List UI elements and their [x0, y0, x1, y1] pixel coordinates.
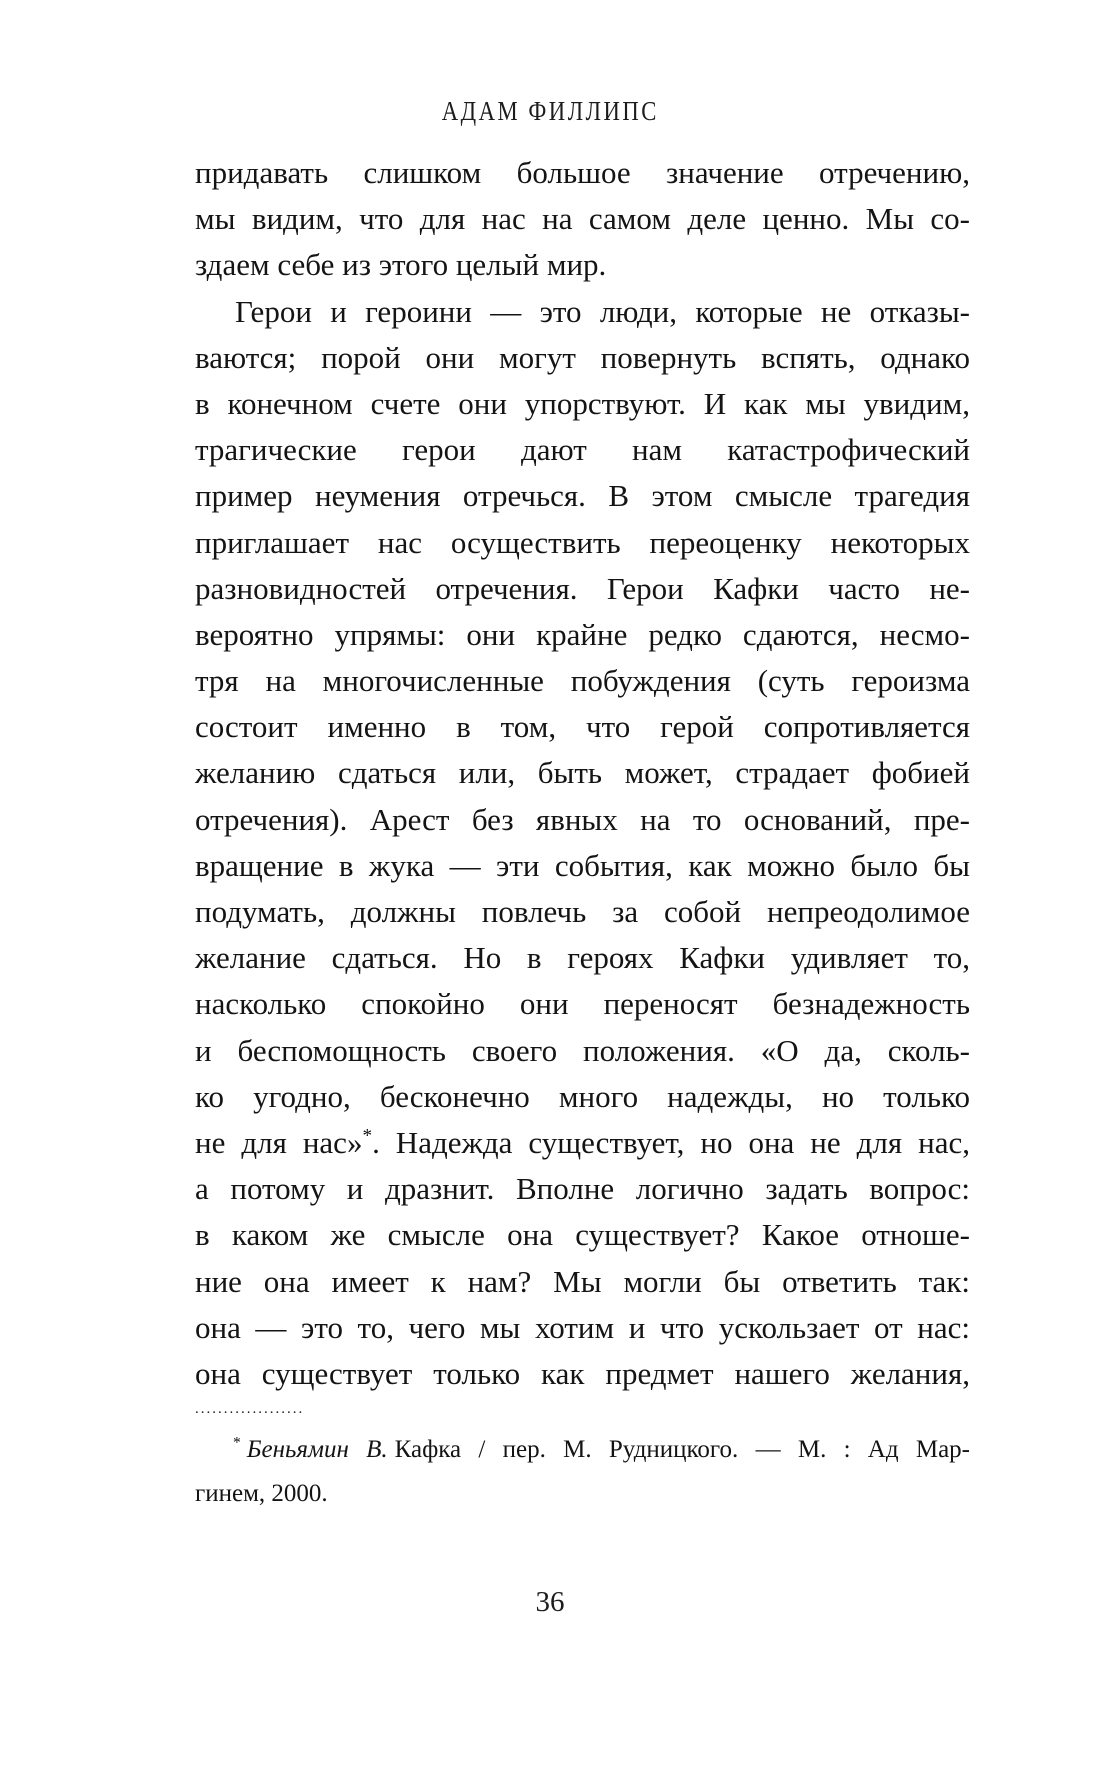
text-line: желанию сдаться или, быть может, страдает фобией	[195, 755, 970, 791]
text-line: она существует только как предмет нашего желания,	[195, 1355, 970, 1391]
text-line: трагические герои дают нам катастрофический	[195, 432, 970, 468]
text-line: тря на многочисленные побуждения (суть героизма	[195, 663, 970, 699]
text-line: отречения). Арест без явных на то оснований, пре-	[195, 801, 970, 837]
footnote-line-1	[195, 1428, 970, 1472]
text-line: а потому и дразнит. Вполне логично задать вопрос:	[195, 1171, 970, 1207]
text-line: состоит именно в том, что герой сопротивляется	[195, 709, 970, 745]
text-line: пример неумения отречься. В этом смысле трагедия	[195, 478, 970, 514]
text-line: не для нас»*. Надежда существует, но она не для нас,	[195, 1124, 970, 1160]
text-line: в конечном счете они упорствуют. И как мы увидим,	[195, 385, 970, 421]
footnote-line-2: гинем, 2000.	[195, 1480, 328, 1507]
text-line: придавать слишком большое значение отречению,	[195, 155, 970, 190]
text-line: она — это то, чего мы хотим и что ускользает от нас:	[195, 1309, 970, 1345]
text-line: мы видим, что для нас на самом деле ценно. Мы со-	[195, 201, 970, 237]
footnote-ref: *	[362, 1125, 373, 1147]
text-line: насколько спокойно они переносят безнадежность	[195, 986, 970, 1022]
text-line: вращение в жука — эти события, как можно было бы	[195, 847, 970, 883]
running-head-text: АДАМ ФИЛЛИПС	[441, 96, 659, 126]
text-line: ние она имеет к нам? Мы могли бы ответить так:	[195, 1263, 970, 1299]
page-number: 36	[535, 1586, 565, 1618]
text-line: приглашает нас осуществить переоценку некоторых	[195, 524, 970, 560]
text-line: здаем себе из этого целый мир.	[195, 247, 607, 283]
footnote-marker: *	[233, 1434, 241, 1452]
running-head	[0, 96, 1100, 127]
footnote-separator: ...................	[195, 1401, 305, 1417]
footnote-author: Беньямин В.	[246, 1436, 388, 1463]
text-line: желание сдаться. Но в героях Кафки удивляет то,	[195, 940, 970, 976]
text-line: вероятно упрямы: они крайне редко сдаются, несмо-	[195, 616, 970, 652]
body-text	[195, 150, 970, 1397]
text-line: разновидностей отречения. Герои Кафки часто не-	[195, 570, 970, 606]
text-line: Герои и героини — это люди, которые не отказы-	[235, 293, 970, 329]
text-line: ваются; порой они могут повернуть вспять, однако	[195, 339, 970, 375]
text-line: ко угодно, бесконечно много надежды, но только	[195, 1078, 970, 1114]
text-line: в каком же смысле она существует? Какое отноше-	[195, 1217, 970, 1253]
footnote	[195, 1398, 970, 1516]
footnote-text: Кафка / пер. М. Рудницкого. — М. : Ад Мар-	[394, 1436, 970, 1463]
text-line: подумать, должны повлечь за собой непреодолимое	[195, 894, 970, 929]
text-line: и беспомощность своего положения. «О да, сколь-	[195, 1032, 970, 1068]
